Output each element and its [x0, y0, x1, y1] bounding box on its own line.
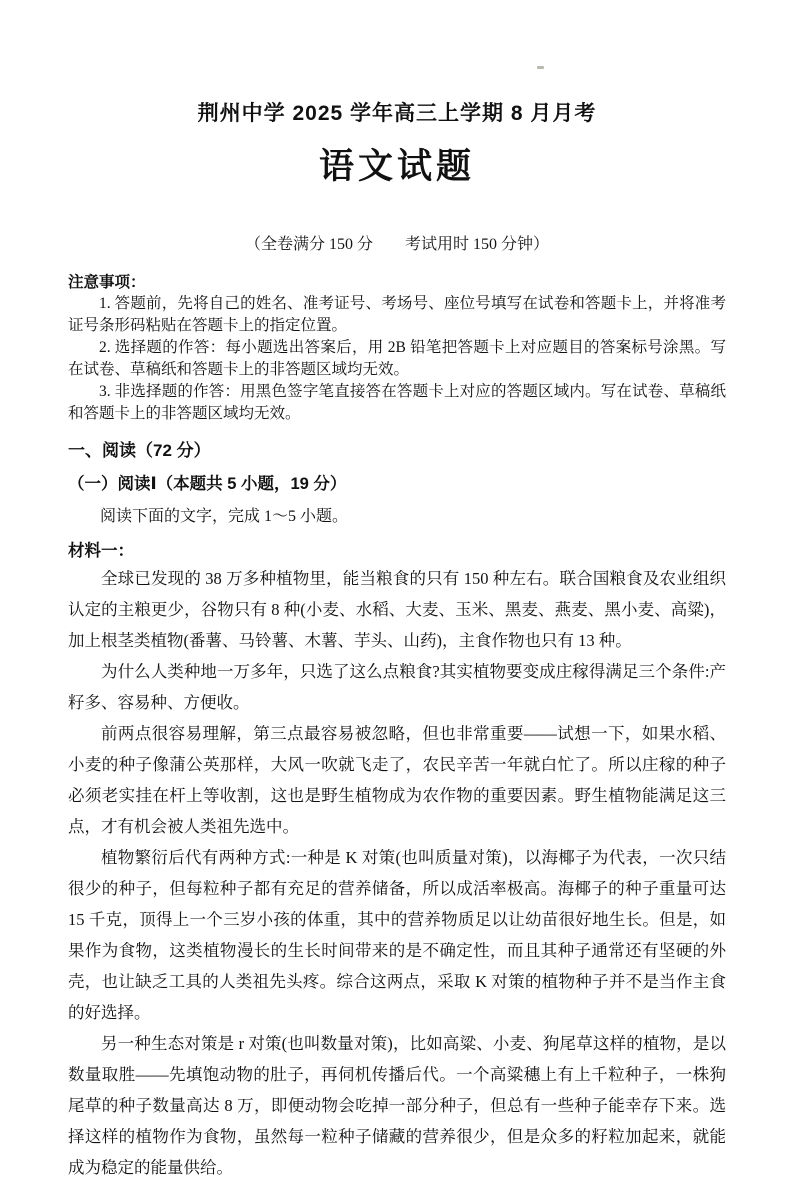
- subsection-heading-reading-1: （一）阅读Ⅰ（本题共 5 小题，19 分）: [68, 475, 347, 493]
- section-heading-reading: 一、阅读（72 分）: [68, 441, 211, 460]
- page-content: [68, 0, 726, 1183]
- material-one-body: [68, 563, 726, 1183]
- material-paragraph-3: 前两点很容易理解，第三点最容易被忽略，但也非常重要——试想一下，如果水稻、小麦的种子像蒲公英那样，大风一吹就飞走了，农民辛苦一年就白忙了。所以庄稼的种子必须老实挂在杆上等收割，这也是野生植物成为农作物的重要因素。野生植物能满足这三点，才有机会被人类祖先选中。: [68, 724, 726, 836]
- exam-title: 荆州中学 2025 学年高三上学期 8 月月考: [197, 102, 597, 125]
- notice-item-3: 3. 非选择题的作答：用黑色签字笔直接答在答题卡上对应的答题区域内。写在试卷、草稿纸和答题卡上的非答题区域均无效。: [68, 383, 726, 422]
- material-paragraph-4: 植物繁衍后代有两种方式:一种是 K 对策(也叫质量对策)，以海椰子为代表，一次只结很少的种子，但每粒种子都有充足的营养储备，所以成活率极高。海椰子的种子重量可达 15 千克，顶得上一个三岁小孩的体重，其中的营养物质足以让幼苗很好地生长。但是，如果作为食物，这类植物漫长的生长时间带来的是不确定性，而且其种子通常还有坚硬的外壳，也让缺乏工具的人类祖先头疼。综合这两点，采取 K 对策的植物种子并不是当作主食的好选择。: [68, 848, 726, 1022]
- material-paragraph-5: 另一种生态对策是 r 对策(也叫数量对策)，比如高粱、小麦、狗尾草这样的植物，是以数量取胜——先填饱动物的肚子，再伺机传播后代。一个高粱穗上有上千粒种子，一株狗尾草的种子数量高达 8 万，即便动物会吃掉一部分种子，但总有一些种子能幸存下来。选择这样的植物作为食物，虽然每一粒种子储藏的营养很少，但是众多的籽粒加起来，就能成为稳定的能量供给。: [68, 1034, 726, 1177]
- material-paragraph-1: 全球已发现的 38 万多种植物里，能当粮食的只有 150 种左右。联合国粮食及农业组织认定的主粮更少，谷物只有 8 种(小麦、水稻、大麦、玉米、黑麦、燕麦、黑小麦、高粱)，加上根茎类植物(番薯、马铃薯、木薯、芋头、山药)，主食作物也只有 13 种。: [68, 569, 726, 650]
- material-one-label: 材料一：: [68, 541, 134, 560]
- exam-info-line: （全卷满分 150 分 考试用时 150 分钟）: [244, 236, 549, 253]
- subject-title: 语文试题: [318, 147, 475, 186]
- material-paragraph-2: 为什么人类种地一万多年，只选了这么点粮食?其实植物要变成庄稼得满足三个条件:产籽多、容易种、方便收。: [68, 662, 726, 712]
- notice-item-1: 1. 答题前，先将自己的姓名、准考证号、考场号、座位号填写在试卷和答题卡上，并将准考证号条形码粘贴在答题卡上的指定位置。: [68, 295, 726, 334]
- notice-item-2: 2. 选择题的作答：每小题选出答案后，用 2B 铅笔把答题卡上对应题目的答案标号涂黑。写在试卷、草稿纸和答题卡上的非答题区域均无效。: [68, 339, 726, 378]
- notices-list: [68, 293, 726, 424]
- reading-instruction: 阅读下面的文字，完成 1～5 小题。: [100, 508, 349, 525]
- notices-heading: 注意事项：: [68, 274, 146, 291]
